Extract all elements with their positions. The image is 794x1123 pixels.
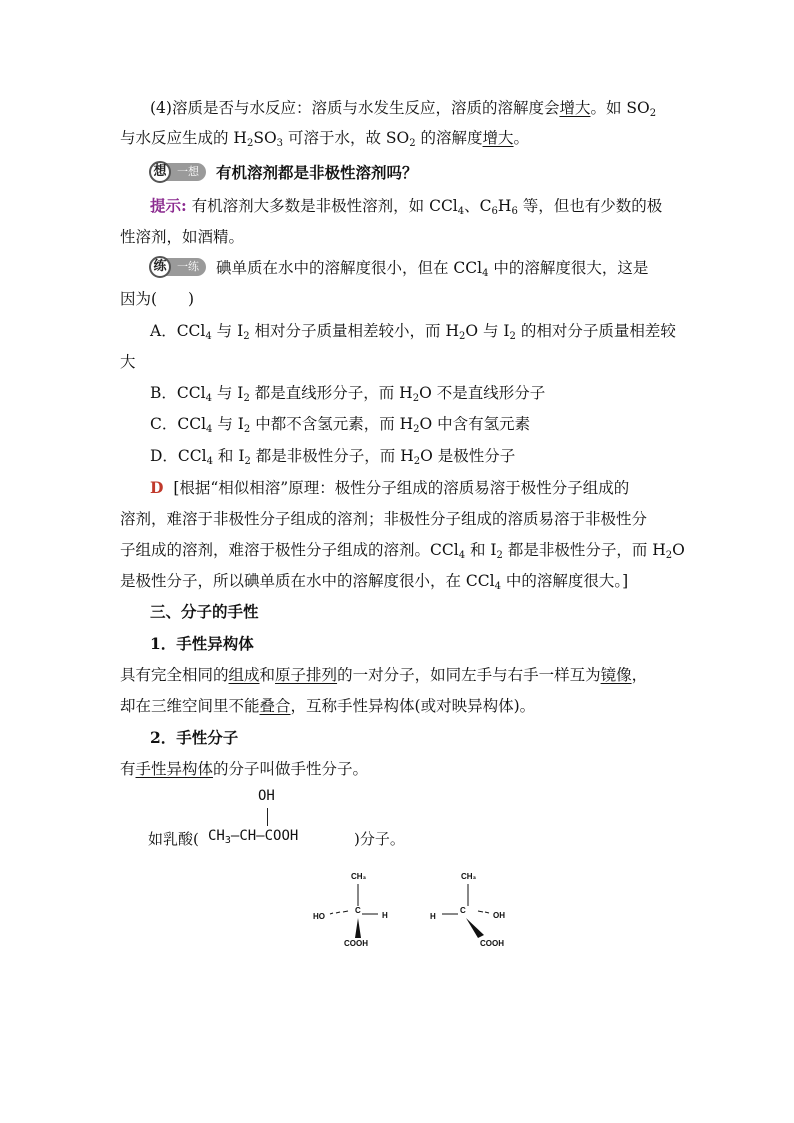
- badge-char: 练: [149, 256, 171, 278]
- text: 溶剂，难溶于非极性分子组成的溶剂；非极性分子组成的溶质易溶于非极性分: [120, 510, 648, 528]
- group-top: CH₃: [461, 872, 477, 881]
- text: CH: [208, 828, 225, 844]
- text: 。: [513, 129, 530, 147]
- text: O 是极性分子: [420, 447, 516, 465]
- text: O 与 I: [465, 322, 510, 340]
- text: —CH—COOH: [230, 828, 299, 844]
- wedge-bond: [466, 918, 484, 938]
- subscript: 2: [496, 550, 503, 561]
- text: 大: [120, 353, 136, 371]
- group-right: H: [382, 911, 388, 920]
- subscript: 2: [458, 331, 466, 342]
- text: 都是直线形分子，而 H: [249, 384, 413, 402]
- subscript: 2: [409, 138, 416, 149]
- hash-bond: [336, 912, 340, 913]
- hash-bond: [330, 913, 333, 914]
- subscript: 4: [458, 550, 466, 561]
- text: 的一对分子，如同左手与右手一样互为: [337, 666, 601, 684]
- text: 与 I: [211, 384, 244, 402]
- text: 中的溶解度很大，这是: [488, 259, 649, 277]
- text: 与水反应生成的 H: [120, 129, 247, 147]
- underlined-term: 组成: [228, 666, 260, 684]
- group-bottom: COOH: [480, 939, 504, 948]
- text: 等，但也有少数的极: [517, 197, 663, 215]
- subsection-heading: 2．手性分子: [150, 728, 239, 747]
- group-left: H: [430, 912, 436, 921]
- text: 的相对分子质量相差较: [515, 322, 676, 340]
- text: 碘单质在水中的溶解度很小，但在 CCl: [216, 259, 483, 277]
- group-right: OH: [493, 911, 505, 920]
- text: 中的溶解度很大。]: [500, 572, 629, 590]
- text: 的分子叫做手性分子。: [213, 760, 369, 778]
- underlined-term: 手性异构体: [135, 760, 214, 778]
- subscript: 4: [205, 331, 212, 342]
- chiral-carbon: C: [355, 906, 361, 915]
- subscript: 2: [413, 424, 420, 435]
- text: H: [497, 197, 512, 215]
- hash-bond: [478, 911, 483, 912]
- chiral-carbon: C: [460, 906, 466, 915]
- text: ，: [631, 666, 648, 684]
- text: D．CCl: [150, 447, 207, 465]
- answer-letter: D: [150, 478, 164, 497]
- subscript: 2: [243, 424, 251, 435]
- text: 具有完全相同的: [120, 666, 229, 684]
- subscript: 2: [412, 393, 420, 404]
- text: A．CCl: [150, 322, 206, 340]
- text: 子组成的溶剂，难溶于极性分子组成的溶剂。CCl: [120, 541, 459, 559]
- text: 因为( ): [120, 290, 195, 308]
- text: 是极性分子，所以碘单质在水中的溶解度很小，在 CCl: [120, 572, 495, 590]
- text: 与 I: [211, 322, 244, 340]
- underlined-term: 增大: [559, 99, 591, 117]
- text: 。如 SO: [590, 99, 650, 117]
- text: 如乳酸(: [148, 830, 199, 848]
- text: 和: [259, 666, 276, 684]
- think-question: 有机溶剂都是非极性溶剂吗？: [216, 163, 418, 182]
- text: )分子。: [354, 830, 405, 848]
- subscript: 3: [224, 835, 231, 846]
- section-heading: 三、分子的手性: [150, 602, 259, 621]
- subscript: 2: [244, 456, 251, 467]
- text: C．CCl: [150, 415, 207, 433]
- subscript: 2: [413, 456, 421, 467]
- hash-bond: [343, 911, 348, 912]
- underlined-term: 增大: [482, 129, 514, 147]
- hint-label: 提示:: [150, 196, 187, 215]
- text: O 中含有氢元素: [419, 415, 531, 433]
- group-bottom: COOH: [344, 939, 368, 948]
- subscript: 4: [494, 581, 501, 592]
- subscript: 4: [206, 424, 213, 435]
- subscript: 2: [243, 331, 250, 342]
- subscript: 4: [206, 456, 213, 467]
- wedge-bond: [355, 918, 361, 938]
- text: 有: [120, 760, 136, 778]
- text: 中都不含氢元素，而 H: [250, 415, 414, 433]
- text: ，互称手性异构体(或对映异构体)。: [290, 697, 536, 715]
- subscript: 2: [509, 331, 516, 342]
- badge-label: 一想: [177, 165, 199, 178]
- group-top: CH₃: [351, 872, 367, 881]
- text: 与 I: [212, 415, 244, 433]
- text: [根据“相似相溶”原理：极性分子组成的溶质易溶于极性分子组成的: [173, 479, 630, 497]
- subscript: 2: [243, 393, 250, 404]
- group-left: HO: [313, 912, 325, 921]
- text: 、C: [464, 197, 492, 215]
- text: 都是非极性分子，而 H: [250, 447, 414, 465]
- text: SO: [253, 129, 277, 147]
- hash-bond: [485, 912, 489, 913]
- text: 性溶剂，如酒精。: [120, 228, 245, 246]
- subscript: 4: [482, 268, 489, 279]
- subscript: 4: [205, 393, 212, 404]
- subscript: 2: [649, 108, 657, 119]
- text: 都是非极性分子，而 H: [502, 541, 666, 559]
- subscript: 6: [511, 206, 518, 217]
- underlined-term: 原子排列: [275, 666, 338, 684]
- underlined-term: 镜像: [600, 666, 632, 684]
- text: 和 I: [465, 541, 497, 559]
- badge-label: 一练: [177, 260, 199, 273]
- badge-char: 想: [149, 161, 171, 183]
- text: 和 I: [212, 447, 245, 465]
- text: 可溶于水，故 SO: [283, 129, 410, 147]
- text: 相对分子质量相差较小，而 H: [249, 322, 459, 340]
- text: (4)溶质是否与水反应：溶质与水发生反应，溶质的溶解度会: [150, 99, 560, 117]
- underlined-term: 叠合: [259, 697, 291, 715]
- subscript: 3: [276, 138, 284, 149]
- subscript: 4: [457, 206, 465, 217]
- subscript: 6: [491, 206, 498, 217]
- subscript: 2: [246, 138, 254, 149]
- text: 的溶解度: [415, 129, 483, 147]
- subsection-heading: 1．手性异构体: [150, 634, 254, 653]
- subscript: 2: [665, 550, 673, 561]
- text: 却在三维空间里不能: [120, 697, 260, 715]
- formula-oh: OH: [258, 788, 275, 804]
- text: 有机溶剂大多数是非极性溶剂，如 CCl: [186, 197, 458, 215]
- text: O 不是直线形分子: [419, 384, 546, 402]
- text: B．CCl: [150, 384, 206, 402]
- text: O: [672, 541, 685, 559]
